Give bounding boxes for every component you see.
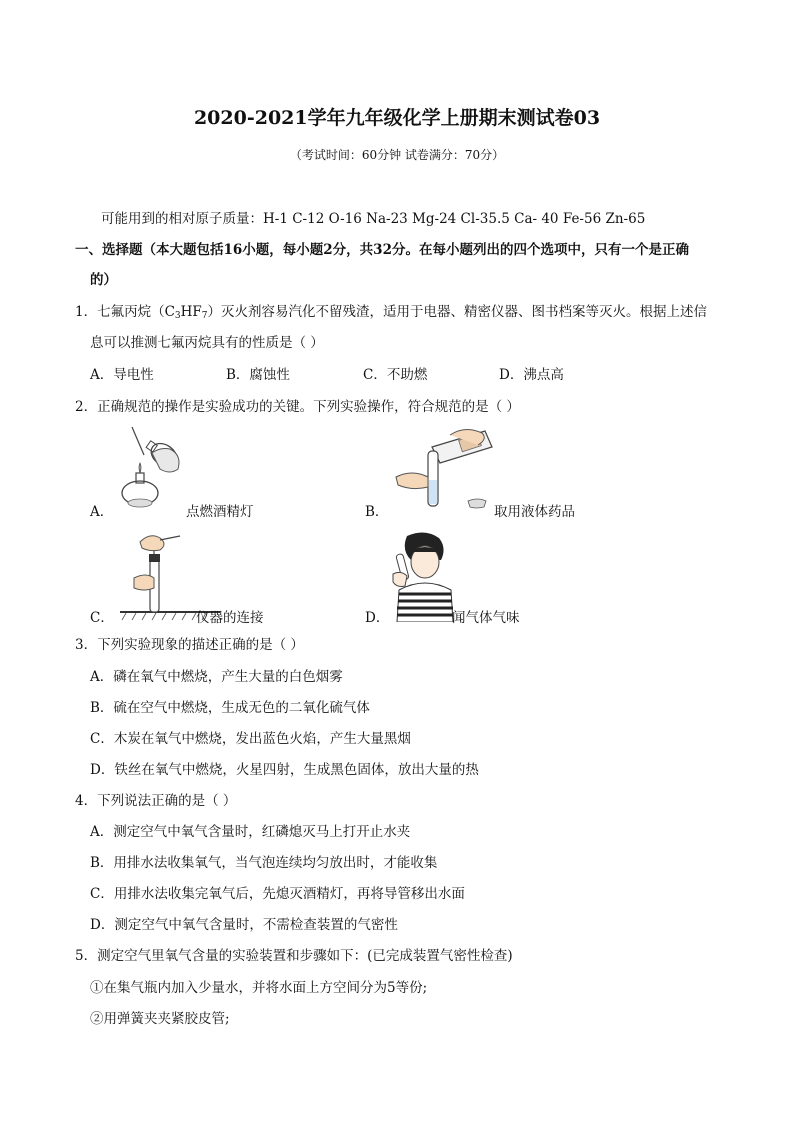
question-1-option-c: C．不助燃 <box>363 367 428 383</box>
pour-liquid-figure <box>390 425 500 520</box>
smell-gas-figure <box>385 530 460 622</box>
question-2-stem: 2．正确规范的操作是实验成功的关键。下列实验操作，符合规范的是（ ） <box>75 399 520 415</box>
exam-subtitle: （考试时间：60分钟 试卷满分：70分） <box>289 148 505 162</box>
question-2-option-b-caption: 取用液体药品 <box>494 504 575 520</box>
question-4-stem: 4．下列说法正确的是（ ） <box>75 793 237 809</box>
question-4-option-a: A．测定空气中氧气含量时，红磷熄灭马上打开止水夹 <box>90 824 411 840</box>
question-3-option-d: D．铁丝在氧气中燃烧，火星四射，生成黑色固体，放出大量的热 <box>90 762 479 778</box>
question-3-option-b: B．硫在空气中燃烧，生成无色的二氧化硫气体 <box>90 700 370 716</box>
question-2-option-c-caption: 仪器的连接 <box>196 610 264 626</box>
question-4-option-d: D．测定空气中氧气含量时，不需检查装置的气密性 <box>90 917 398 933</box>
question-2-option-b-letter: B． <box>365 504 389 520</box>
question-2-option-d-letter: D． <box>365 610 390 626</box>
question-1-option-a: A．导电性 <box>90 367 154 383</box>
question-4-option-c: C．用排水法收集完氧气后，先熄灭酒精灯，再将导管移出水面 <box>90 886 465 902</box>
question-5-step-1: ①在集气瓶内加入少量水，并将水面上方空间分为5等份; <box>90 980 428 996</box>
section-heading-cont: 的） <box>90 272 117 288</box>
atomic-masses: 可能用到的相对原子质量：H-1 C-12 O-16 Na-23 Mg-24 Cl-35.5 Ca- 40 Fe-56 Zn-65 <box>101 211 646 227</box>
question-2-option-d-caption: 闻气体气味 <box>452 610 520 626</box>
question-2-option-a-caption: 点燃酒精灯 <box>186 504 254 520</box>
question-1-option-d: D．沸点高 <box>499 367 564 383</box>
question-2-option-c-letter: C． <box>90 610 114 626</box>
question-3-option-c: C．木炭在氧气中燃烧，发出蓝色火焰，产生大量黑烟 <box>90 731 411 747</box>
question-1-option-b: B．腐蚀性 <box>226 367 290 383</box>
question-1-stem-cont: 息可以推测七氟丙烷具有的性质是（ ） <box>90 335 324 351</box>
question-5-step-2: ②用弹簧夹夹紧胶皮管; <box>90 1011 230 1027</box>
question-3-option-a: A．磷在氧气中燃烧，产生大量的白色烟雾 <box>90 669 343 685</box>
question-3-stem: 3．下列实验现象的描述正确的是（ ） <box>75 637 304 653</box>
alcohol-lamp-figure <box>112 425 192 515</box>
question-5-stem: 5．测定空气里氧气含量的实验装置和步骤如下：(已完成装置气密性检查) <box>75 948 513 964</box>
question-4-option-b: B．用排水法收集氧气，当气泡连续均匀放出时，才能收集 <box>90 855 438 871</box>
section-heading: 一、选择题（本大题包括16小题，每小题2分，共32分。在每小题列出的四个选项中，只有一个是正确 <box>75 242 689 258</box>
question-2-option-a-letter: A． <box>90 504 114 520</box>
exam-title: 2020-2021学年九年级化学上册期末测试卷03 <box>193 107 601 129</box>
question-1-stem: 1．七氟丙烷$(C_3HF_7)$灭火剂容易汽化不留残渣，适用于电器、精密仪器、图书档案等灭火。根据上述信 <box>75 304 708 321</box>
